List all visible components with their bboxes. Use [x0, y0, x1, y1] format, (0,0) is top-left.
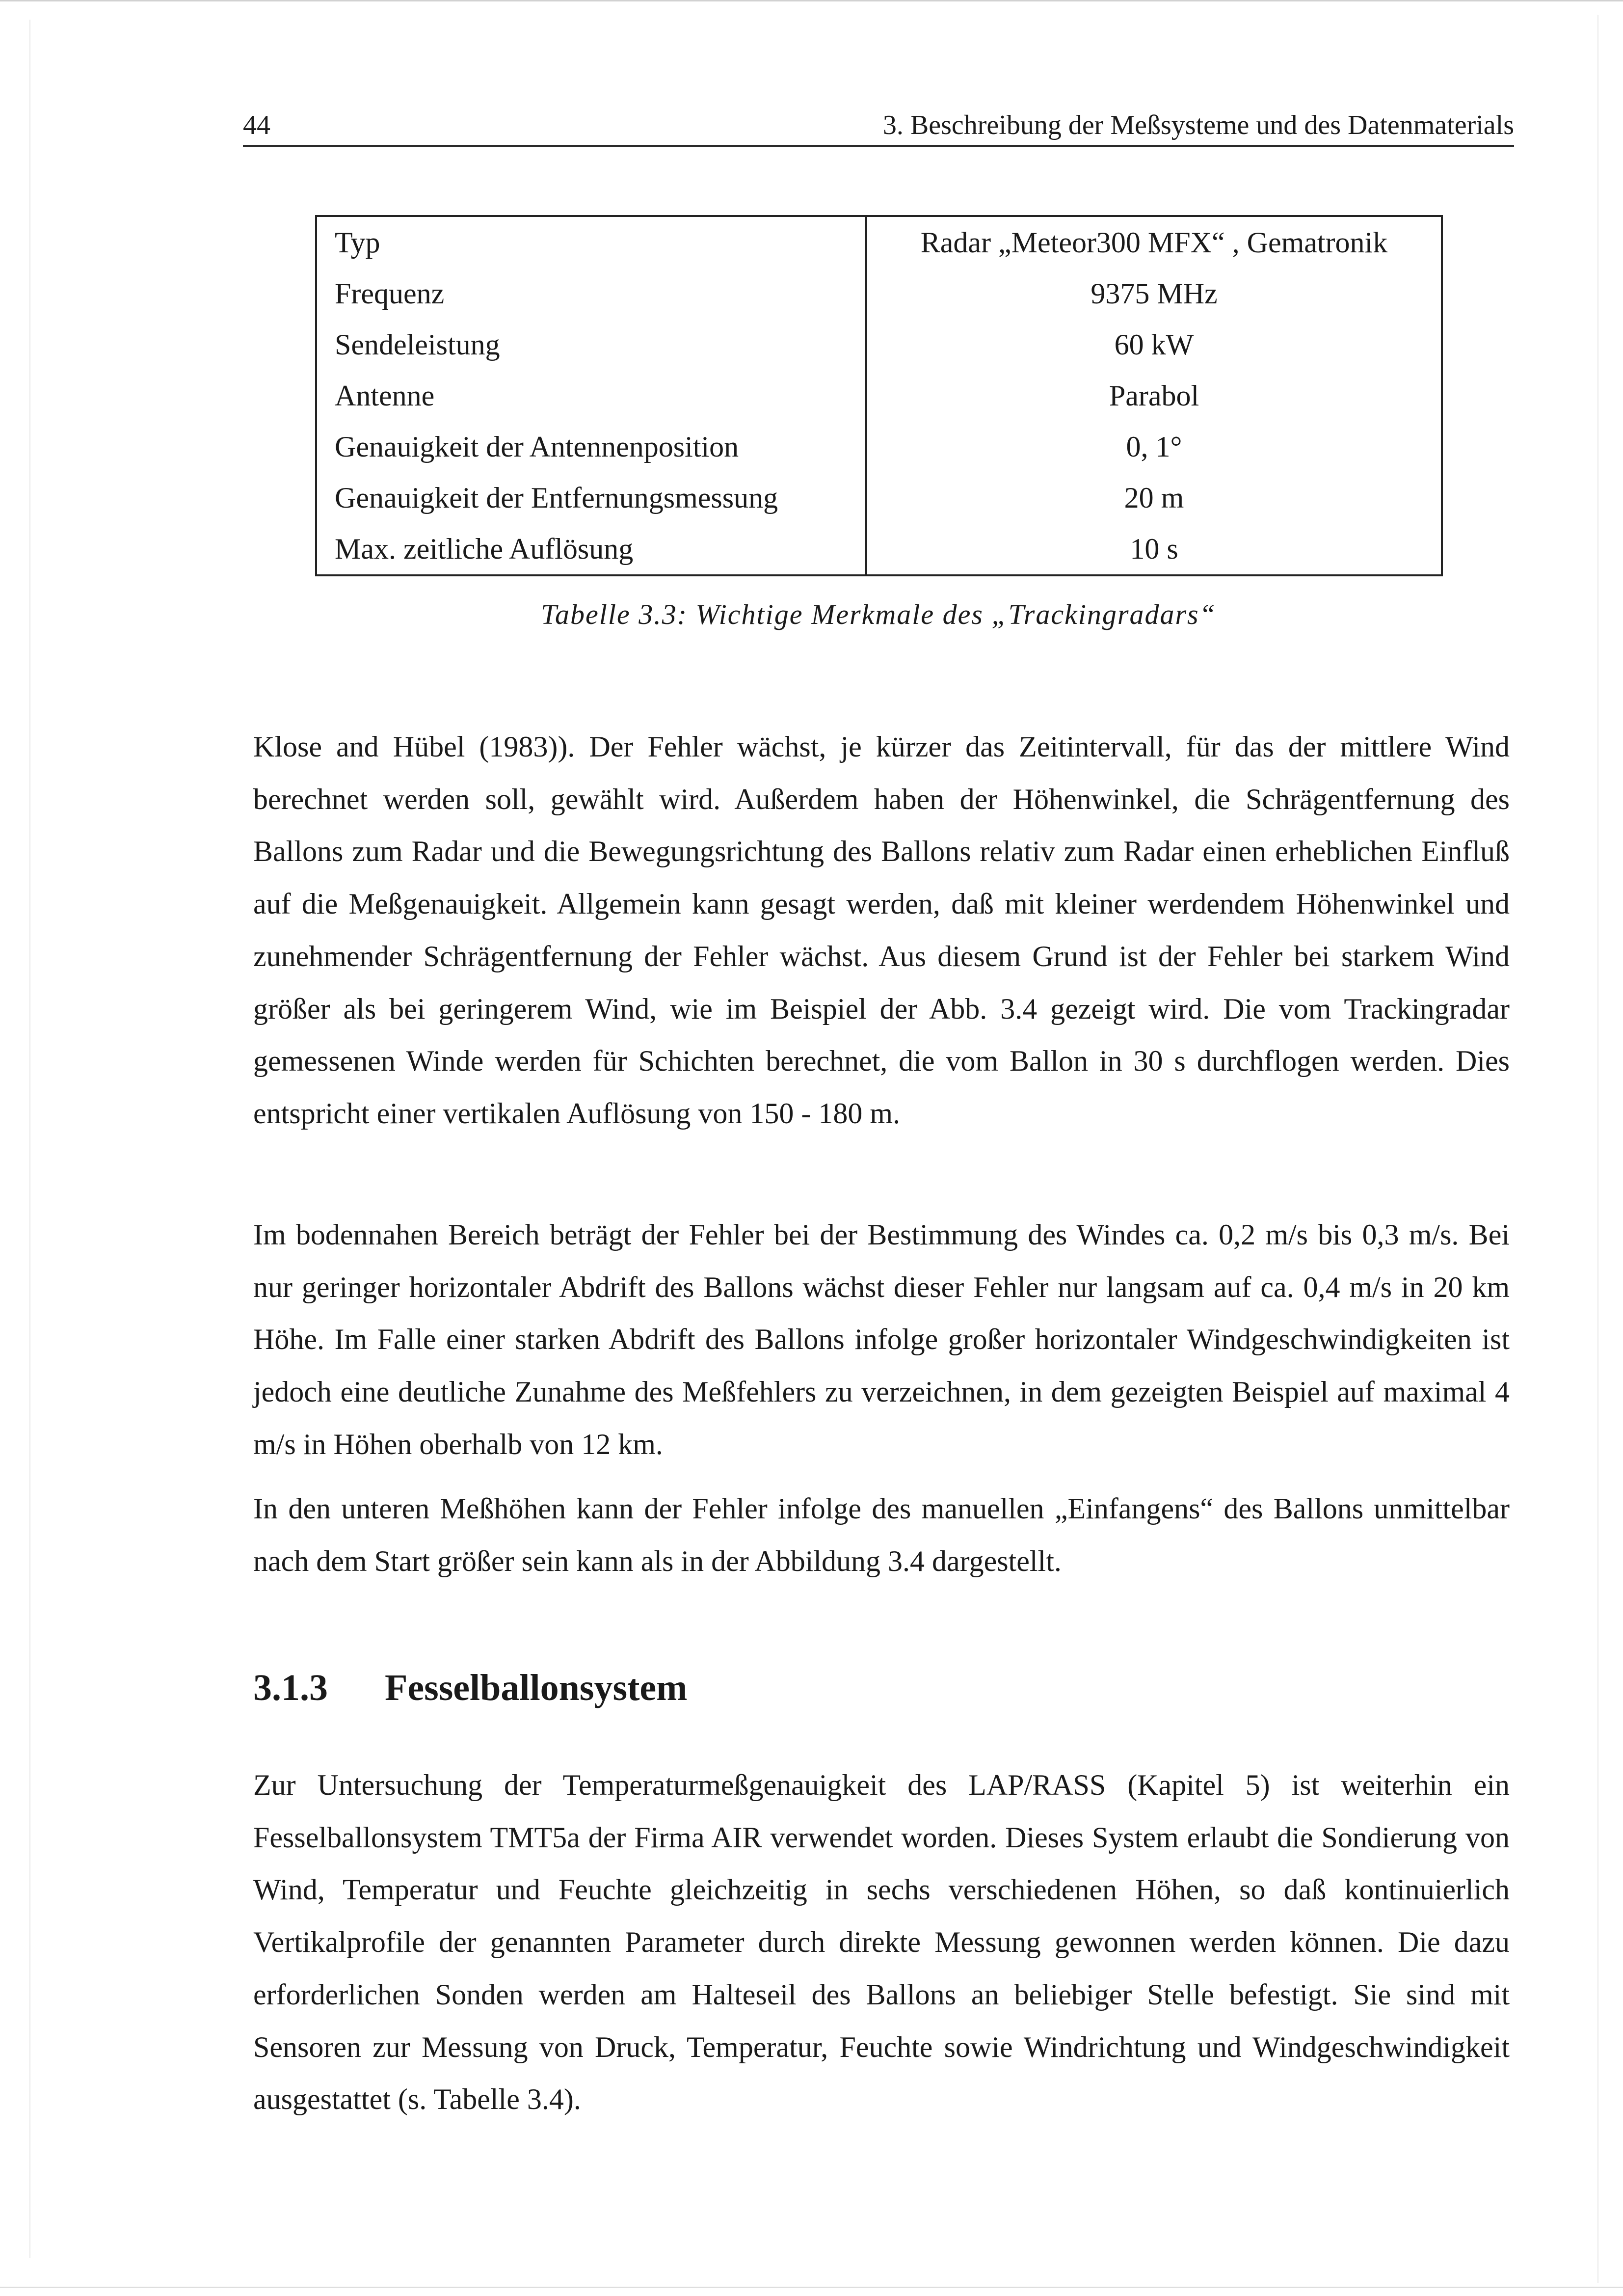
- table-key: Antenne: [316, 370, 866, 421]
- table-row: [316, 370, 1442, 421]
- running-header: [243, 101, 1514, 147]
- chapter-title: 3. Beschreibung der Meßsysteme und des Datenmaterials: [882, 110, 1514, 140]
- table-key: Frequenz: [316, 268, 866, 319]
- body-paragraph: Klose and Hübel (1983)). Der Fehler wächst, je kürzer das Zeitintervall, für das der mittlere Wind berechnet werden soll, gewählt wird. Außerdem haben der Höhenwinkel, die Schrägentfernung des Ballons zum Radar und die Bewegungsrichtung des Ballons relativ zum Radar einen erheblichen Einfluß auf die Meßgenauigkeit. Allgemein kann gesagt werden, daß mit kleiner werdendem Höhenwinkel und zunehmender Schrägentfernung der Fehler wächst. Aus diesem Grund ist der Fehler bei starkem Wind größer als bei geringerem Wind, wie im Beispiel der Abb. 3.4 gezeigt wird. Die vom Trackingradar gemessenen Winde werden für Schichten berechnet, die vom Ballon in 30 s durchflogen werden. Dies entspricht einer vertikalen Auflösung von 150 - 180 m.: [253, 730, 1510, 1130]
- body-paragraph: In den unteren Meßhöhen kann der Fehler infolge des manuellen „Einfangens“ des Ballons unmittelbar nach dem Start größer sein kann als in der Abbildung 3.4 dargestellt.: [253, 1492, 1510, 1577]
- table-value: Radar „Meteor300 MFX“ , Gematronik: [920, 226, 1388, 259]
- radar-spec-table: [315, 215, 1443, 576]
- table-value: 9375 MHz: [1091, 277, 1218, 310]
- table-row: [316, 421, 1442, 472]
- table-value: 60 kW: [1114, 328, 1194, 361]
- table-row: [316, 472, 1442, 523]
- table-value: 20 m: [1124, 482, 1184, 514]
- table-row: [316, 319, 1442, 370]
- table-value: 10 s: [1130, 533, 1178, 565]
- scan-edge-top: [0, 0, 1623, 1]
- section-title: Fesselballonsystem: [385, 1667, 688, 1708]
- table-row: [316, 216, 1442, 268]
- table-key: Typ: [316, 216, 866, 268]
- scan-edge-bottom: [0, 2287, 1623, 2288]
- table-caption: Tabelle 3.3: Wichtige Merkmale des „Trackingradars“: [541, 598, 1216, 630]
- table-key: Sendeleistung: [316, 319, 866, 370]
- section-heading: [253, 1667, 687, 1709]
- table-key: Max. zeitliche Auflösung: [316, 523, 866, 575]
- table-value: 0, 1°: [1126, 431, 1182, 463]
- table-key: Genauigkeit der Entfernungsmessung: [316, 472, 866, 523]
- table-value: Parabol: [1109, 379, 1199, 412]
- table-row: [316, 523, 1442, 575]
- table-key: Genauigkeit der Antennenposition: [316, 421, 866, 472]
- body-paragraph: Im bodennahen Bereich beträgt der Fehler bei der Bestimmung des Windes ca. 0,2 m/s bis 0,3 m/s. Bei nur geringer horizontaler Abdrift des Ballons wächst dieser Fehler nur langsam auf ca. 0,4 m/s in 20 km Höhe. Im Falle einer starken Abdrift des Ballons infolge großer horizontaler Windgeschwindigkeiten ist jedoch eine deutliche Zunahme des Meßfehlers zu verzeichnen, in dem gezeigten Beispiel auf maximal 4 m/s in Höhen oberhalb von 12 km.: [253, 1218, 1510, 1460]
- scan-edge-left: [29, 20, 30, 2258]
- page-number: 44: [243, 110, 270, 140]
- scan-edge-right: [1597, 15, 1598, 2283]
- table-row: [316, 268, 1442, 319]
- body-paragraph: Zur Untersuchung der Temperaturmeßgenauigkeit des LAP/RASS (Kapitel 5) ist weiterhin ein Fesselballonsystem TMT5a der Firma AIR verwendet worden. Dieses System erlaubt die Sondierung von Wind, Temperatur und Feuchte gleichzeitig in sechs verschiedenen Höhen, so daß kontinuierlich Vertikalprofile der genannten Parameter durch direkte Messung gewonnen werden können. Die dazu erforderlichen Sonden werden am Halteseil des Ballons an beliebiger Stelle befestigt. Sie sind mit Sensoren zur Messung von Druck, Temperatur, Feuchte sowie Windrichtung und Windgeschwindigkeit ausgestattet (s. Tabelle 3.4).: [253, 1769, 1510, 2116]
- section-number: 3.1.3: [253, 1667, 328, 1708]
